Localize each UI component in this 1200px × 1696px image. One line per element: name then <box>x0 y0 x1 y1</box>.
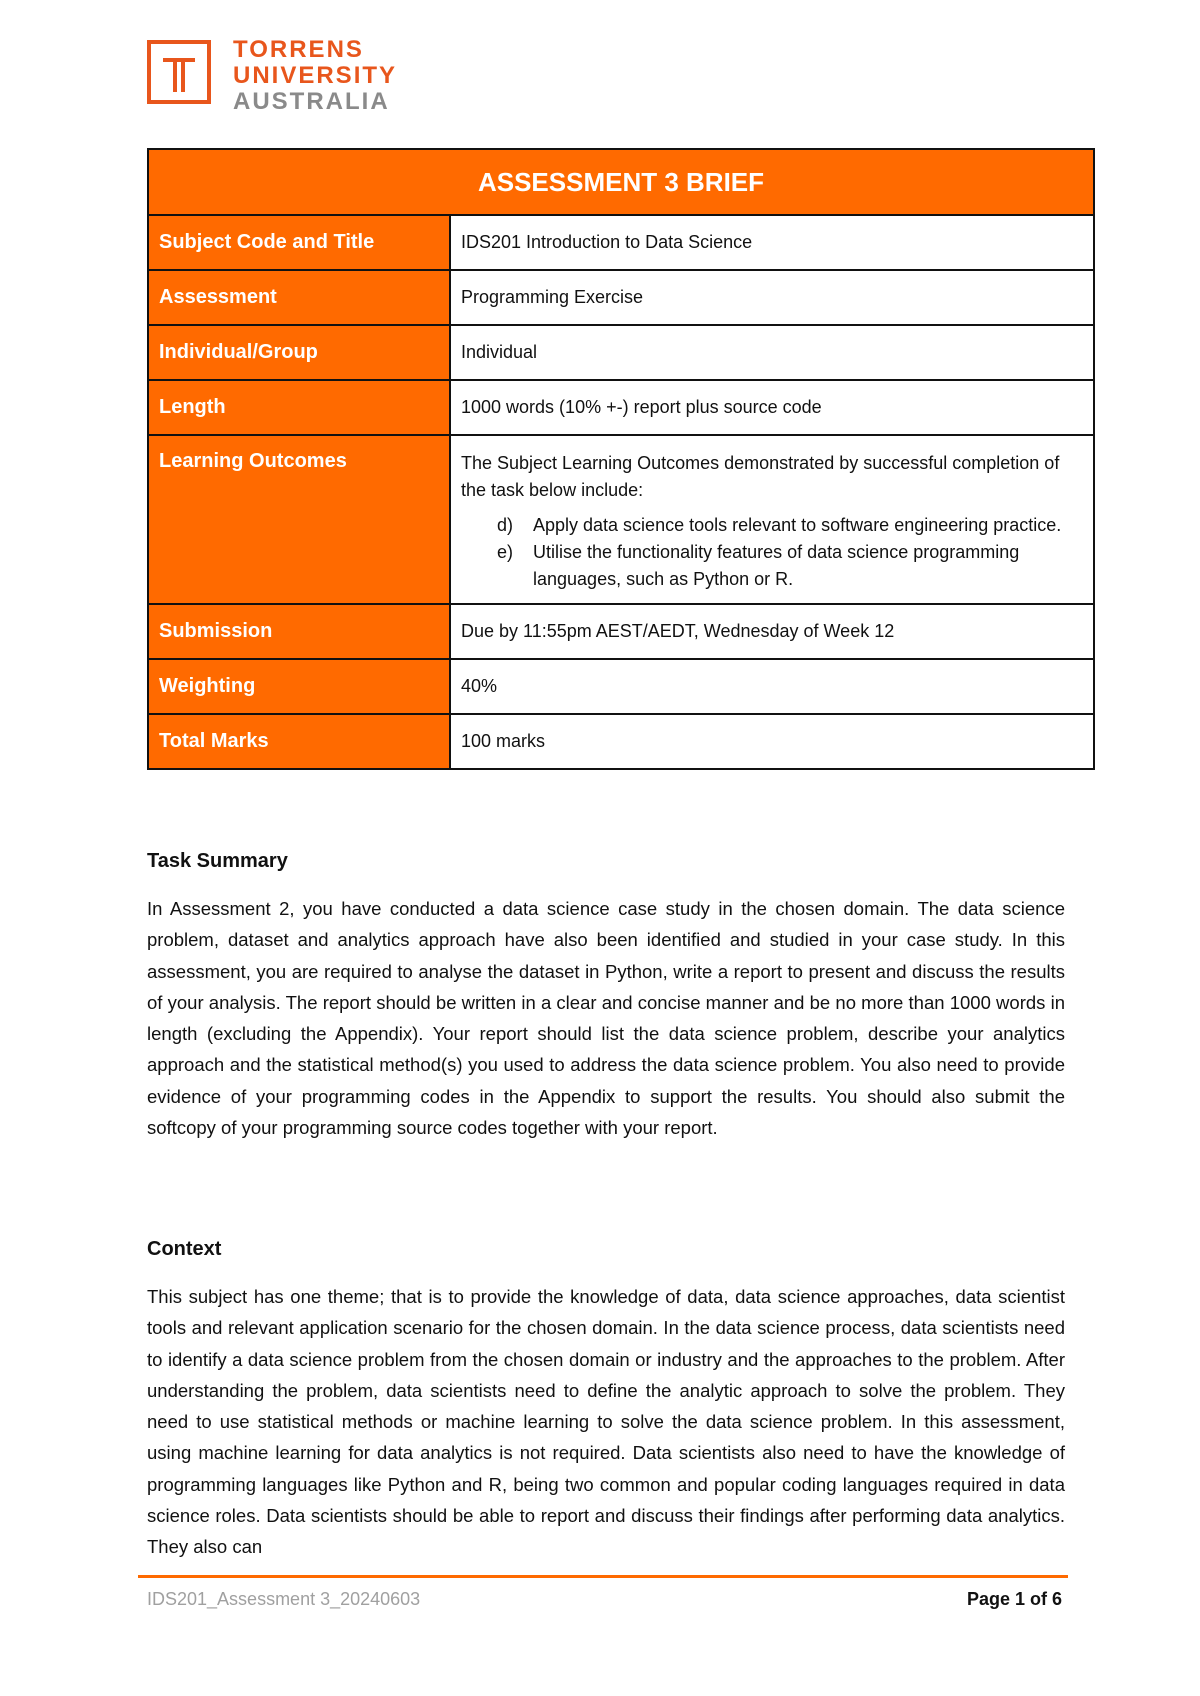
row-label: Subject Code and Title <box>148 215 450 270</box>
learning-outcomes-intro: The Subject Learning Outcomes demonstrated by successful completion of the task below include: <box>461 453 1060 500</box>
logo-mark-icon <box>147 40 211 104</box>
table-row <box>148 270 1094 325</box>
row-value: 100 marks <box>450 714 1094 769</box>
table-row <box>148 380 1094 435</box>
task-summary-heading: Task Summary <box>147 850 288 872</box>
logo-line-1: TORRENS <box>233 36 364 63</box>
footer-page-number: Page 1 of 6 <box>966 1589 1062 1609</box>
list-item <box>497 539 1083 593</box>
learning-outcomes-list <box>497 512 1083 593</box>
list-text: Apply data science tools relevant to software engineering practice. <box>533 515 1062 535</box>
table-row <box>148 215 1094 270</box>
task-summary-text: In Assessment 2, you have conducted a data science case study in the chosen domain. The data science problem, dataset and analytics approach have also been identified and studied in your case study. In this assessment, you are required to analyse the dataset in Python, write a report to present and discuss the results of your analysis. The report should be written in a clear and concise manner and be no more than 1000 words in length (excluding the Appendix). Your report should list the data science problem, describe your analytics approach and the statistical method(s) you used to address the data science problem. You also need to provide evidence of your programming codes in the Appendix to support the results. You should also submit the softcopy of your programming source codes together with your report. <box>147 898 1065 1139</box>
row-value: Due by 11:55pm AEST/AEDT, Wednesday of Week 12 <box>450 604 1094 659</box>
row-label: Learning Outcomes <box>148 435 450 604</box>
row-label: Weighting <box>148 659 450 714</box>
torrens-university-logo <box>147 36 407 120</box>
row-value: 1000 words (10% +-) report plus source code <box>450 380 1094 435</box>
row-value: IDS201 Introduction to Data Science <box>450 215 1094 270</box>
row-label: Individual/Group <box>148 325 450 380</box>
learning-outcomes-row <box>148 435 1094 604</box>
row-label: Total Marks <box>148 714 450 769</box>
row-value: Individual <box>450 325 1094 380</box>
brief-title: ASSESSMENT 3 BRIEF <box>148 149 1094 215</box>
row-label: Length <box>148 380 450 435</box>
logo-line-2: UNIVERSITY <box>233 62 398 89</box>
list-marker: d) <box>497 515 514 535</box>
assessment-brief-table <box>147 148 1095 770</box>
logo-line-3: AUSTRALIA <box>233 88 390 115</box>
row-value: 40% <box>450 659 1094 714</box>
table-row <box>148 604 1094 659</box>
table-row <box>148 659 1094 714</box>
context-text: This subject has one theme; that is to provide the knowledge of data, data science approaches, data scientist tools and relevant application scenario for the chosen domain. In the data science process, data scientists need to identify a data science problem from the chosen domain or industry and the approaches to the problem. After understanding the problem, data scientists need to define the analytic approach to solve the problem. They need to use statistical methods or machine learning to solve the data science problem. In this assessment, using machine learning for data analytics is not required. Data scientists also need to have the knowledge of programming languages like Python and R, being two common and popular coding languages required in data science roles. Data scientists should be able to report and discuss their findings after performing data analytics. They also can <box>147 1286 1065 1558</box>
list-marker: e) <box>497 542 514 562</box>
table-row <box>148 325 1094 380</box>
list-text: Utilise the functionality features of data science programming languages, such as Python or R. <box>533 542 1020 589</box>
footer-doc-id: IDS201_Assessment 3_20240603 <box>147 1589 421 1609</box>
table-row <box>148 714 1094 769</box>
context-heading: Context <box>147 1238 222 1260</box>
row-label: Assessment <box>148 270 450 325</box>
row-value: Programming Exercise <box>450 270 1094 325</box>
row-value <box>450 435 1094 604</box>
footer-divider <box>138 1575 1068 1578</box>
logo-wordmark <box>233 37 397 115</box>
row-label: Submission <box>148 604 450 659</box>
list-item <box>497 512 1083 539</box>
